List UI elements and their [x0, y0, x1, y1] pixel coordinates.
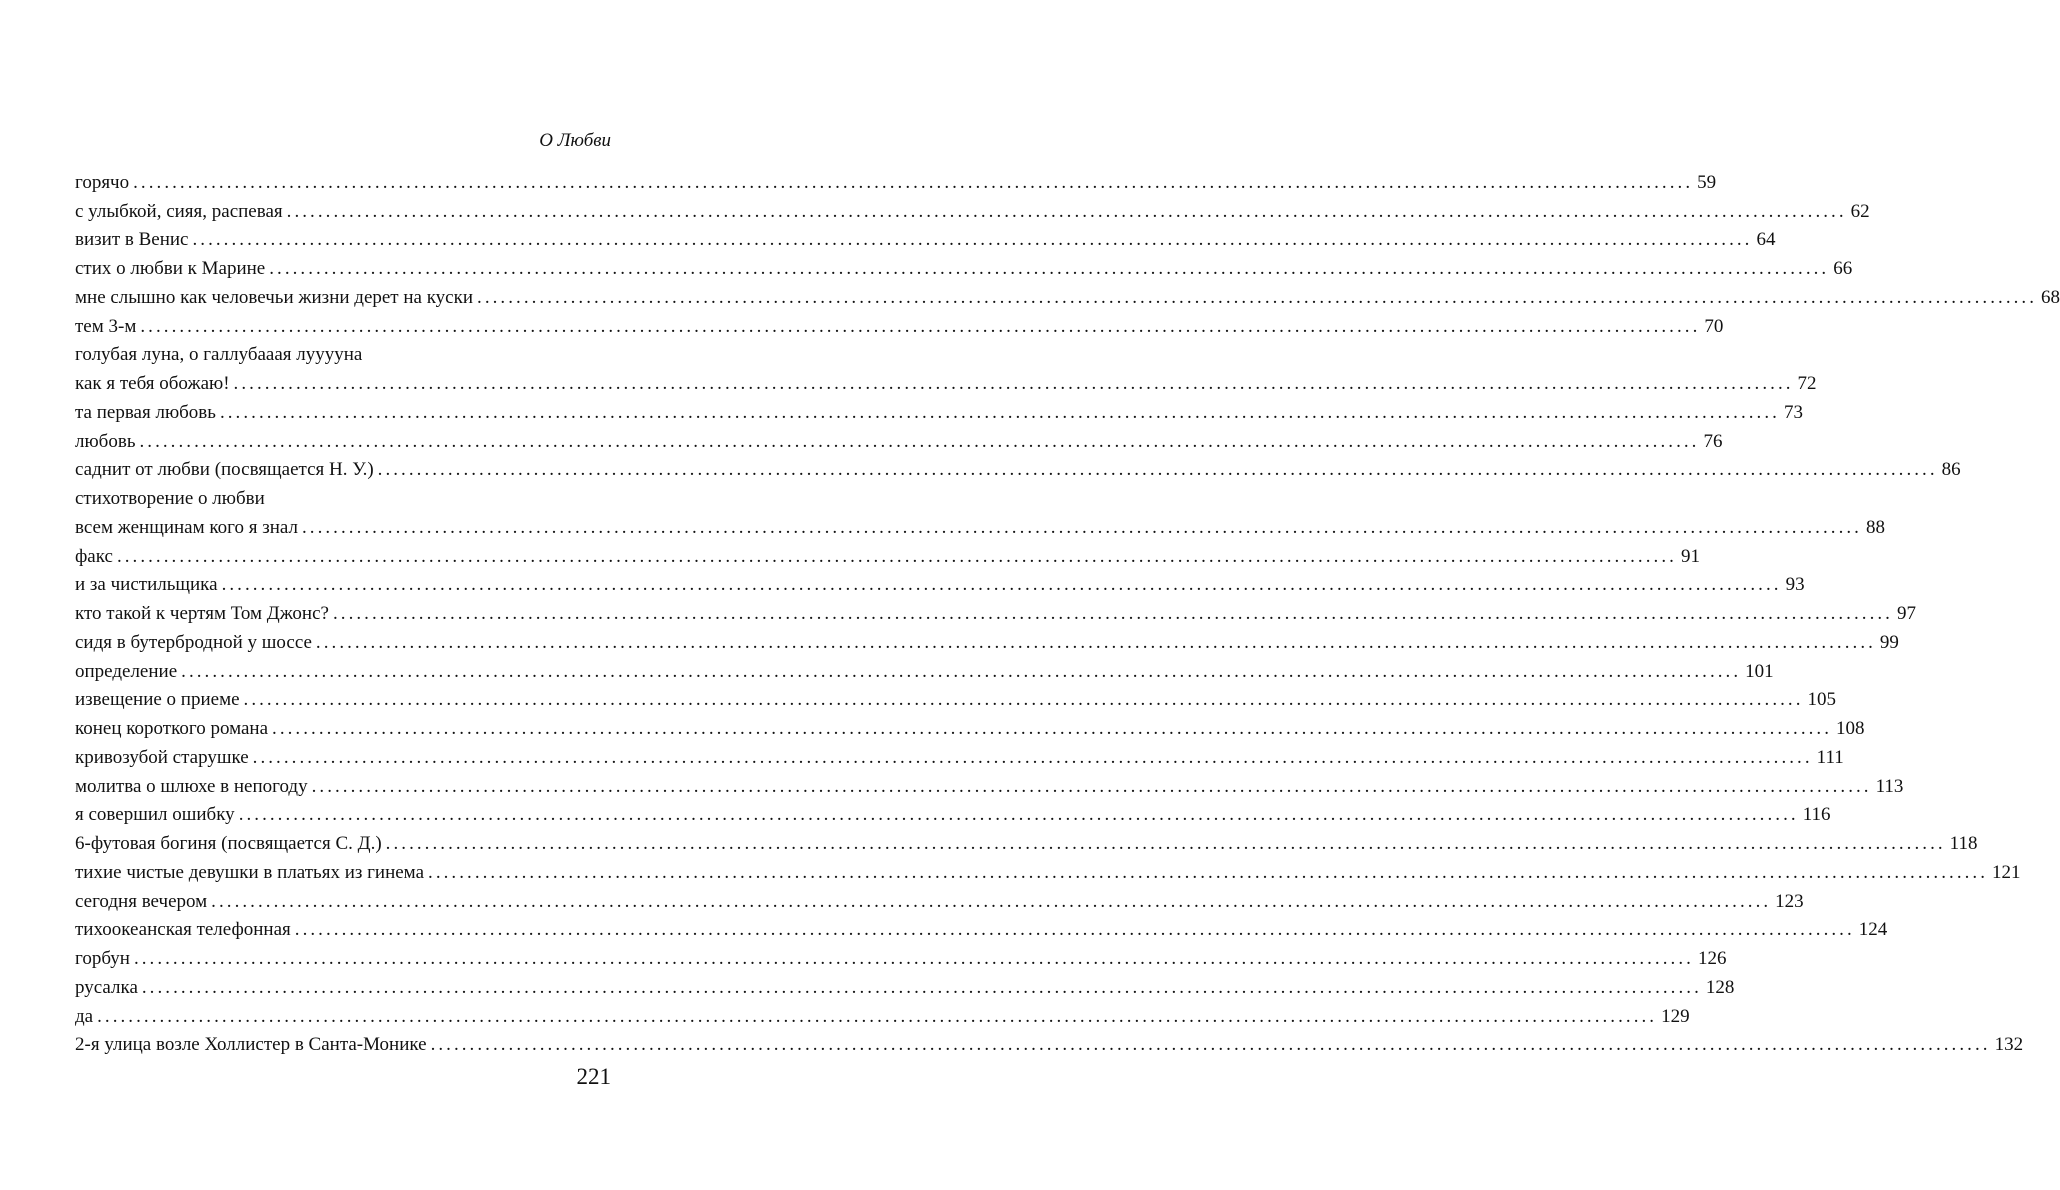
toc-dot-leader: ........................................................................................................................................................................................................ — [116, 545, 1677, 567]
toc-entry-page: 99 — [1879, 631, 1899, 653]
toc-entry-title: сидя в бутербродной у шоссе — [75, 631, 312, 653]
toc-dot-leader: ........................................................................................................................................................................................................ — [181, 660, 1742, 682]
toc-dot-leader: ........................................................................................................................................................................................................ — [97, 1005, 1658, 1027]
toc-entry-title: любовь — [75, 430, 136, 452]
toc-entry-title: та первая любовь — [75, 401, 216, 423]
toc-entry-title: определение — [75, 660, 178, 682]
toc-entry — [75, 971, 1735, 1000]
toc-entry-title: всем женщинам кого я знал — [75, 516, 298, 538]
toc-entry-title: факс — [75, 545, 113, 567]
page-number: 221 — [576, 1064, 611, 1089]
toc-entry — [75, 425, 1723, 454]
toc-entry-page: 121 — [1992, 861, 2021, 883]
toc-entry — [75, 655, 1774, 684]
toc-dot-leader: ........................................................................................................................................................................................................ — [430, 1034, 1991, 1056]
toc-dot-leader: ........................................................................................................................................................................................................ — [385, 833, 1946, 854]
toc-entry-title: конец короткого романа — [75, 718, 269, 739]
toc-entry — [75, 827, 1978, 856]
toc-entry-page: 66 — [1833, 258, 1853, 279]
toc-entry — [75, 396, 1803, 425]
toc-dot-leader: ........................................................................................................................................................................................................ — [221, 574, 1782, 596]
toc-dot-leader: ........................................................................................................................................................................................................ — [219, 401, 1780, 423]
toc-entry-title: горячо — [75, 171, 130, 193]
toc-dot-leader: ........................................................................................................................................................................................................ — [428, 861, 1989, 883]
toc-entry-page: 62 — [1850, 200, 1870, 222]
toc-entry-page: 76 — [1703, 430, 1723, 452]
toc-entry-page: 88 — [1865, 516, 1885, 538]
toc-dot-leader: ........................................................................................................................................................................................................ — [238, 804, 1799, 826]
toc-entry-page: 70 — [1704, 315, 1724, 337]
toc-entry-title: тем 3-м — [75, 315, 137, 337]
toc-entry — [75, 684, 1837, 713]
toc-entry — [75, 281, 2060, 310]
toc-entry-title: визит в Венис — [75, 229, 189, 251]
toc-entry-page: 72 — [1797, 373, 1817, 394]
toc-dot-leader: ........................................................................................................................................................................................................ — [140, 315, 1701, 337]
toc-entry — [75, 166, 1717, 195]
toc-entry-title: молитва о шлюхе в непогоду — [75, 775, 308, 797]
toc-entry-page: 59 — [1697, 171, 1717, 193]
toc-entry-title: извещение о приеме — [75, 689, 240, 711]
toc-dot-leader: ........................................................................................................................................................................................................ — [272, 718, 1833, 739]
toc-entry — [75, 540, 1700, 569]
toc-entry-title: саднит от любви (посвящается Н. У.) — [75, 459, 374, 481]
toc-entry-page: 68 — [2041, 286, 2060, 308]
toc-entry-title: и за чистильщика — [75, 574, 218, 596]
toc-entry-title: голубая луна, о галлубааая лууууна — [75, 344, 363, 366]
toc-entry — [75, 252, 1853, 281]
toc-entry-title: горбун — [75, 948, 130, 969]
toc-entry-title: я совершил ошибку — [75, 804, 235, 826]
toc-dot-leader: ........................................................................................................................................................................................................ — [233, 373, 1794, 394]
toc-entry — [75, 770, 1904, 799]
toc-entry-page: 111 — [1816, 746, 1844, 768]
toc-entry-page: 86 — [1941, 459, 1961, 481]
toc-entry-title: кривозубой старушке — [75, 746, 249, 768]
toc-entry — [75, 511, 1885, 540]
toc-dot-leader: ........................................................................................................................................................................................................ — [377, 459, 1938, 481]
toc-entry-page: 101 — [1745, 660, 1774, 682]
toc-dot-leader: ........................................................................................................................................................................................................ — [243, 689, 1804, 711]
toc-entry — [75, 712, 1865, 741]
toc-dot-leader: ........................................................................................................................................................................................................ — [315, 631, 1876, 653]
toc-entry-title: русалка — [75, 976, 138, 998]
toc-entry-page: 128 — [1705, 976, 1735, 998]
toc-entry-title: тихие чистые девушки в платьях из гинема — [75, 861, 425, 883]
toc-entry-page: 124 — [1858, 919, 1888, 941]
toc-entry — [75, 195, 1870, 224]
toc-entry-page: 108 — [1836, 718, 1865, 739]
toc-dot-leader: ........................................................................................................................................................................................................ — [332, 603, 1893, 624]
toc-entry-title: 6-футовая богиня (посвящается С. Д.) — [75, 833, 382, 854]
toc-entry — [75, 741, 1844, 770]
toc-entry-page: 118 — [1949, 833, 1978, 854]
toc-dot-leader: ........................................................................................................................................................................................................ — [133, 948, 1694, 969]
toc-entry-title: 2-я улица возле Холлистер в Санта-Монике — [75, 1034, 427, 1056]
toc-dot-leader: ........................................................................................................................................................................................................ — [477, 286, 2038, 308]
toc-entry-title: с улыбкой, сияя, распевая — [75, 200, 283, 222]
toc-entry-page: 113 — [1875, 775, 1904, 797]
toc-entry — [75, 1029, 2024, 1058]
toc-entry — [75, 942, 1727, 971]
toc-entry-title: стих о любви к Марине — [75, 258, 266, 279]
toc-dot-leader: ........................................................................................................................................................................................................ — [286, 200, 1847, 222]
toc-entry-title: да — [75, 1005, 94, 1027]
toc-entry — [75, 885, 1804, 914]
toc-entry-page: 105 — [1807, 689, 1837, 711]
toc-entry-page: 132 — [1994, 1034, 2024, 1056]
toc-entry — [75, 626, 1899, 655]
toc-entry-page: 73 — [1783, 401, 1803, 423]
toc-dot-leader: ........................................................................................................................................................................................................ — [192, 229, 1753, 251]
toc-entry-title: сегодня вечером — [75, 890, 208, 912]
toc-entry — [75, 339, 611, 368]
toc-dot-leader: ........................................................................................................................................................................................................ — [133, 171, 1694, 193]
toc-entry-page: 93 — [1785, 574, 1805, 596]
toc-dot-leader: ........................................................................................................................................................................................................ — [311, 775, 1872, 797]
toc-dot-leader: ........................................................................................................................................................................................................ — [141, 976, 1702, 998]
toc-entry-page: 116 — [1802, 804, 1831, 826]
toc-entry-page: 97 — [1896, 603, 1916, 624]
toc-dot-leader: ........................................................................................................................................................................................................ — [301, 516, 1862, 538]
toc-entry-page: 126 — [1697, 948, 1727, 969]
toc-dot-leader: ........................................................................................................................................................................................................ — [139, 430, 1700, 452]
toc-dot-leader: ........................................................................................................................................................................................................ — [294, 919, 1855, 941]
toc-entry — [75, 482, 611, 511]
toc-dot-leader: ........................................................................................................................................................................................................ — [211, 890, 1772, 912]
toc-entry-page: 129 — [1661, 1005, 1690, 1027]
toc-entry-title: мне слышно как человечьи жизни дерет на куски — [75, 286, 474, 308]
toc-entry — [75, 1000, 1690, 1029]
toc-entry-title: как я тебя обожаю! — [75, 373, 230, 394]
toc-entry — [75, 569, 1805, 598]
toc-entry — [75, 856, 2021, 885]
toc-entry — [75, 224, 1776, 253]
toc-dot-leader: ........................................................................................................................................................................................................ — [252, 746, 1813, 768]
table-of-contents — [75, 166, 2060, 1057]
running-head: О Любви — [539, 130, 611, 151]
toc-entry-title: кто такой к чертям Том Джонс? — [75, 603, 329, 624]
toc-entry-page: 64 — [1756, 229, 1776, 251]
toc-dot-leader: ........................................................................................................................................................................................................ — [269, 258, 1830, 279]
toc-entry-page: 91 — [1680, 545, 1700, 567]
toc-entry-page: 123 — [1775, 890, 1804, 912]
toc-entry — [75, 597, 1916, 626]
toc-entry — [75, 799, 1831, 828]
toc-entry-title: стихотворение о любви — [75, 488, 265, 509]
toc-entry-title: тихоокеанская телефонная — [75, 919, 291, 941]
toc-entry — [75, 310, 1724, 339]
toc-entry — [75, 367, 1817, 396]
toc-entry — [75, 914, 1888, 943]
toc-entry — [75, 454, 1961, 483]
